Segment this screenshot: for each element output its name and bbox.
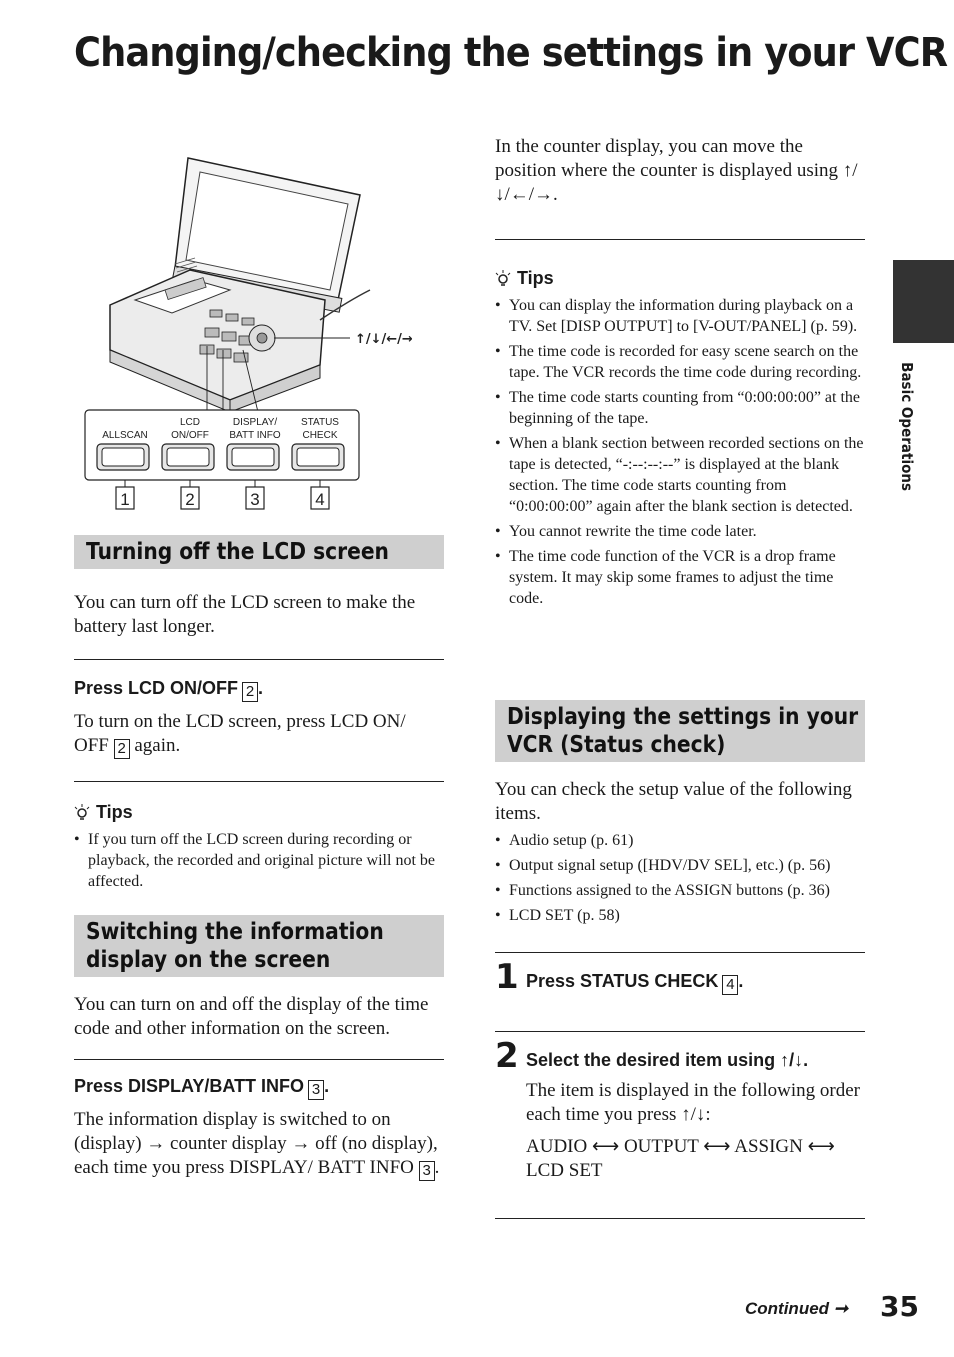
callout-2: 2	[185, 490, 195, 509]
info-body: The information display is switched to on (display) → counter display → off (no display), each time you press DISPLAY/ BATT INFO 3 .	[74, 1109, 440, 1179]
list-item: • If you turn off the LCD screen during recording or playback, the recorded and original picture will not be affected.	[74, 829, 444, 892]
step-2: 2 Select the desired item using ↑/↓. The item is displayed in the following order each time you press ↑/↓: AUDIO ⟷ OUTPUT ⟷ ASSIGN ⟷ LCD SET	[495, 1036, 861, 1181]
section-tab-label: Basic Operations	[898, 362, 916, 491]
arrow-keys-label: ↑/↓/←/→	[355, 332, 413, 347]
list-item: • The time code function of the VCR is a drop frame system. It may skip some frames to adjust the time code.	[495, 546, 865, 609]
info-section	[74, 915, 444, 1181]
list-item: • Functions assigned to the ASSIGN buttons (p. 36)	[495, 880, 865, 901]
section-heading-info: Switching the information display on the screen	[74, 915, 444, 977]
lcd-note: To turn on the LCD screen, press LCD ON/ OFF 2 again.	[74, 711, 406, 757]
status-items-list	[495, 830, 865, 926]
callout-1: 1	[120, 490, 130, 509]
info-intro: You can turn on and off the display of the time code and other information on the screen.	[74, 994, 429, 1039]
lcd-section	[74, 535, 444, 896]
list-item: • You can display the information during playback on a TV. Set [DISP OUTPUT] to [V-OUT/PANEL] (p. 59).	[495, 295, 865, 337]
lcd-step: Press LCD ON/OFF 2 .	[74, 678, 264, 700]
svg-text:STATUS: STATUS	[301, 417, 339, 428]
list-item: • When a blank section between recorded sections on the tape is detected, “-:--:--:--” is displayed at the blank section. The time code starts counting from “0:00:00:00” again after the blank section is detected.	[495, 433, 865, 517]
lightbulb-icon	[495, 270, 511, 288]
panel-button-display-batt-info	[227, 417, 281, 470]
section-heading-status: Displaying the settings in your VCR (Status check)	[495, 700, 865, 762]
callout-3: 3	[250, 490, 260, 509]
callout-4: 4	[315, 490, 325, 509]
lightbulb-icon	[74, 804, 90, 822]
right-tips-heading: Tips	[495, 268, 865, 289]
status-intro: You can check the setup value of the following items.	[495, 779, 852, 824]
page-title: Changing/checking the settings in your VCR	[74, 30, 948, 76]
svg-text:CHECK: CHECK	[302, 430, 338, 441]
counter-section	[495, 135, 865, 613]
list-item: • LCD SET (p. 58)	[495, 905, 865, 926]
svg-text:ALLSCAN: ALLSCAN	[102, 430, 148, 441]
page-number: 35	[880, 1290, 919, 1323]
step-1: 1 Press STATUS CHECK 4 .	[495, 957, 744, 997]
section-heading-lcd: Turning off the LCD screen	[74, 535, 444, 569]
list-item: • Audio setup (p. 61)	[495, 830, 865, 851]
right-tips-list	[495, 295, 865, 609]
vcr-illustration	[80, 150, 440, 515]
list-item: • The time code starts counting from “0:00:00:00” at the beginning of the tape.	[495, 387, 865, 429]
list-item: • The time code is recorded for easy scene search on the tape. The VCR records the time code during recording.	[495, 341, 865, 383]
counter-text: In the counter display, you can move the position where the counter is displayed using ↑/↓/←/→.	[495, 136, 858, 205]
lcd-intro: You can turn off the LCD screen to make the battery last longer.	[74, 592, 416, 637]
list-item: • You cannot rewrite the time code later.	[495, 521, 865, 542]
svg-text:DISPLAY/: DISPLAY/	[232, 417, 278, 428]
lcd-tips-list	[74, 829, 444, 892]
svg-text:ON/OFF: ON/OFF	[171, 430, 209, 441]
info-step: Press DISPLAY/BATT INFO 3 .	[74, 1076, 330, 1098]
svg-text:LCD: LCD	[179, 417, 201, 428]
status-section	[495, 700, 865, 1219]
section-tab-marker	[893, 260, 954, 343]
panel-button-allscan	[97, 430, 149, 470]
svg-text:BATT INFO: BATT INFO	[229, 430, 281, 441]
list-item: • Output signal setup ([HDV/DV SEL], etc.) (p. 56)	[495, 855, 865, 876]
continued-label: Continued ➞	[745, 1299, 849, 1318]
lcd-tips-heading: Tips	[74, 802, 444, 823]
